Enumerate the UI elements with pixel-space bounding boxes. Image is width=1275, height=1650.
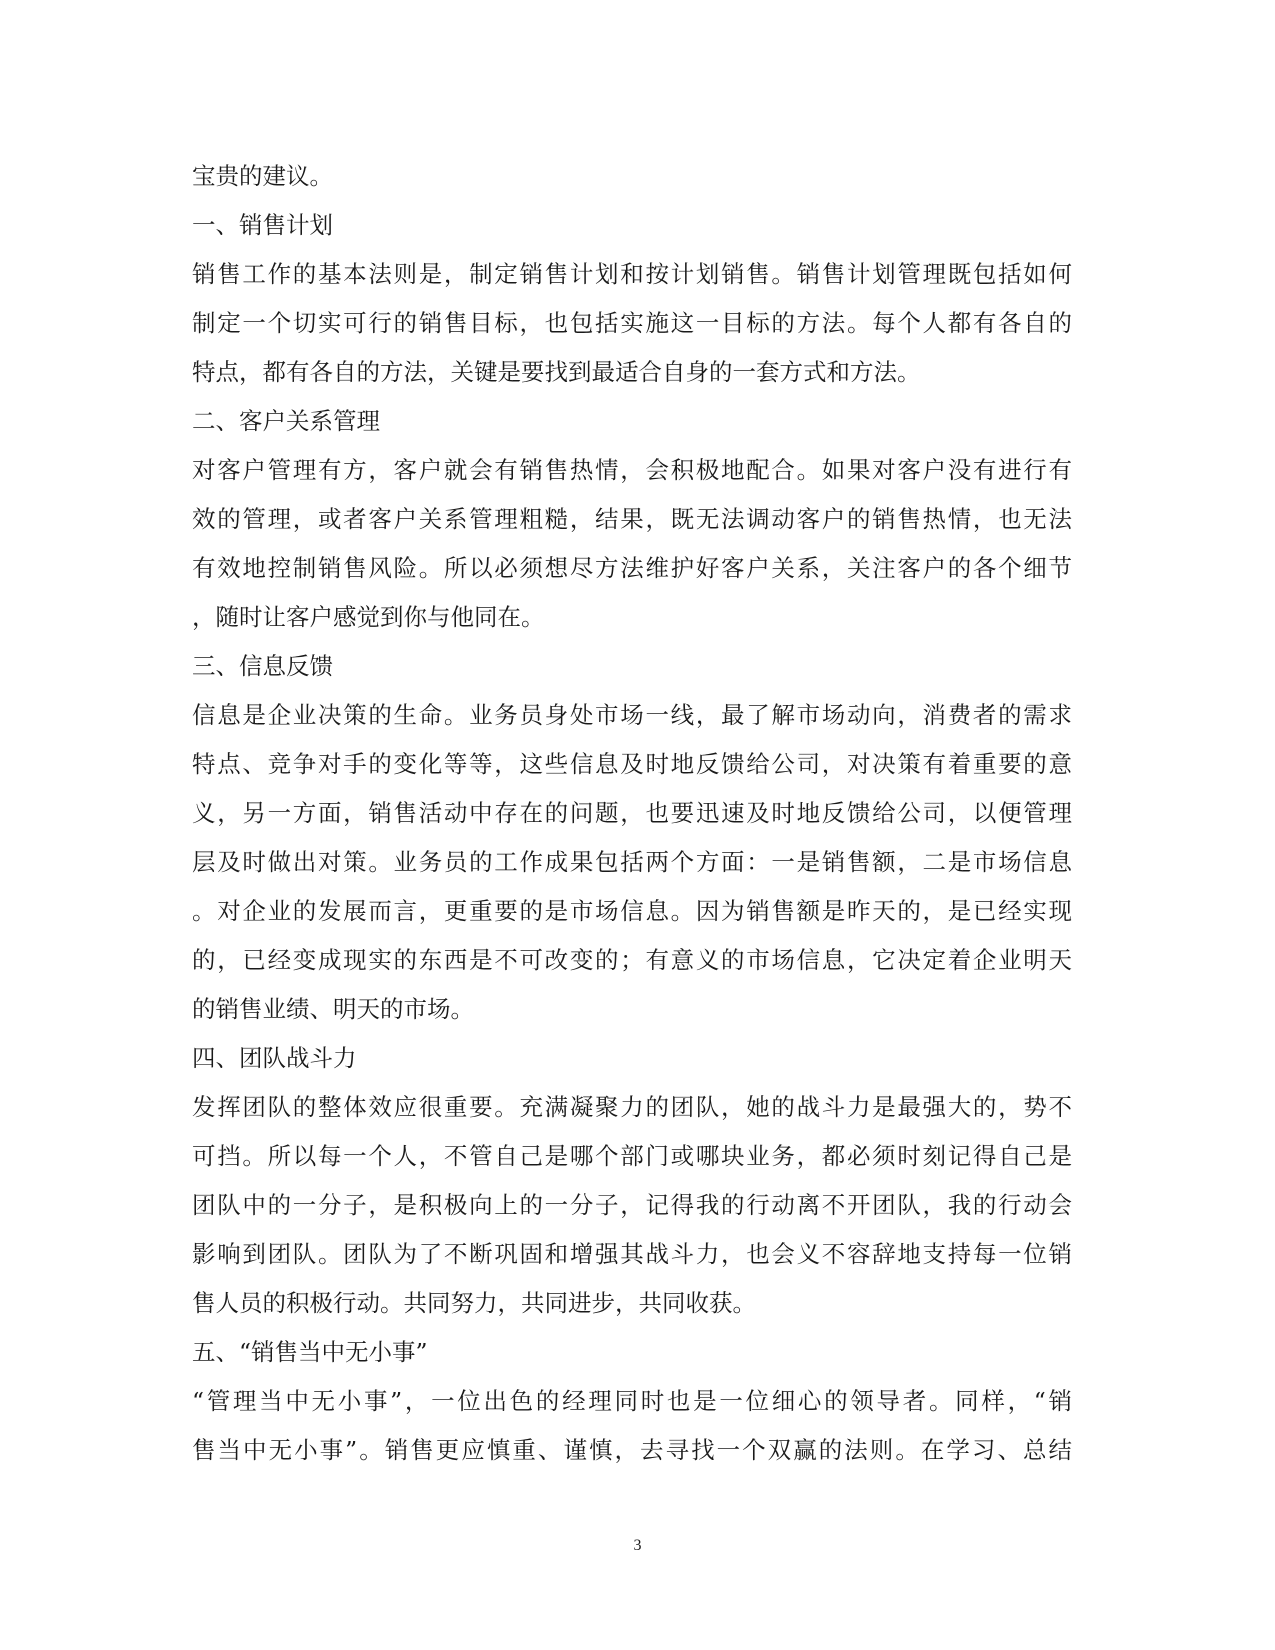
text-line: 义，另一方面，销售活动中存在的问题，也要迅速及时地反馈给公司，以便管理 (192, 799, 1072, 827)
text-line: 售当中无小事”。销售更应慎重、谨慎，去寻找一个双赢的法则。在学习、总结 (192, 1436, 1072, 1464)
text-line: 影响到团队。团队为了不断巩固和增强其战斗力，也会义不容辞地支持每一位销 (192, 1240, 1072, 1268)
text-line: 有效地控制销售风险。所以必须想尽方法维护好客户关系，关注客户的各个细节 (192, 554, 1072, 582)
text-line: 的销售业绩、明天的市场。 (192, 995, 474, 1023)
page-number: 3 (633, 1537, 642, 1554)
section-heading: 四、团队战斗力 (192, 1044, 357, 1072)
text-line: 售人员的积极行动。共同努力，共同进步，共同收获。 (192, 1289, 756, 1317)
text-line: 对客户管理有方，客户就会有销售热情，会积极地配合。如果对客户没有进行有 (192, 456, 1072, 484)
text-line: 特点，都有各自的方法，关键是要找到最适合自身的一套方式和方法。 (192, 358, 921, 386)
text-line: 的，已经变成现实的东西是不可改变的；有意义的市场信息，它决定着企业明天 (192, 946, 1072, 974)
text-line: 效的管理，或者客户关系管理粗糙，结果，既无法调动客户的销售热情，也无法 (192, 505, 1072, 533)
text-line: 宝贵的建议。 (192, 162, 333, 190)
document-body (192, 152, 1072, 1475)
text-line: 特点、竞争对手的变化等等，这些信息及时地反馈给公司，对决策有着重要的意 (192, 750, 1072, 778)
text-line: 层及时做出对策。业务员的工作成果包括两个方面：一是销售额，二是市场信息 (192, 848, 1072, 876)
text-line: “管理当中无小事”，一位出色的经理同时也是一位细心的领导者。同样，“销 (192, 1387, 1072, 1415)
section-heading: 三、信息反馈 (192, 652, 333, 680)
section-heading: 一、销售计划 (192, 211, 333, 239)
text-line: 销售工作的基本法则是，制定销售计划和按计划销售。销售计划管理既包括如何 (192, 260, 1072, 288)
section-heading: 五、“销售当中无小事” (192, 1338, 428, 1366)
text-line: ，随时让客户感觉到你与他同在。 (192, 603, 545, 631)
text-line: 。对企业的发展而言，更重要的是市场信息。因为销售额是昨天的，是已经实现 (192, 897, 1072, 925)
text-line: 发挥团队的整体效应很重要。充满凝聚力的团队，她的战斗力是最强大的，势不 (192, 1093, 1072, 1121)
text-line: 团队中的一分子，是积极向上的一分子，记得我的行动离不开团队，我的行动会 (192, 1191, 1072, 1219)
section-heading: 二、客户关系管理 (192, 407, 380, 435)
text-line: 制定一个切实可行的销售目标，也包括实施这一目标的方法。每个人都有各自的 (192, 309, 1072, 337)
text-line: 信息是企业决策的生命。业务员身处市场一线，最了解市场动向，消费者的需求 (192, 701, 1072, 729)
text-line: 可挡。所以每一个人，不管自己是哪个部门或哪块业务，都必须时刻记得自己是 (192, 1142, 1072, 1170)
